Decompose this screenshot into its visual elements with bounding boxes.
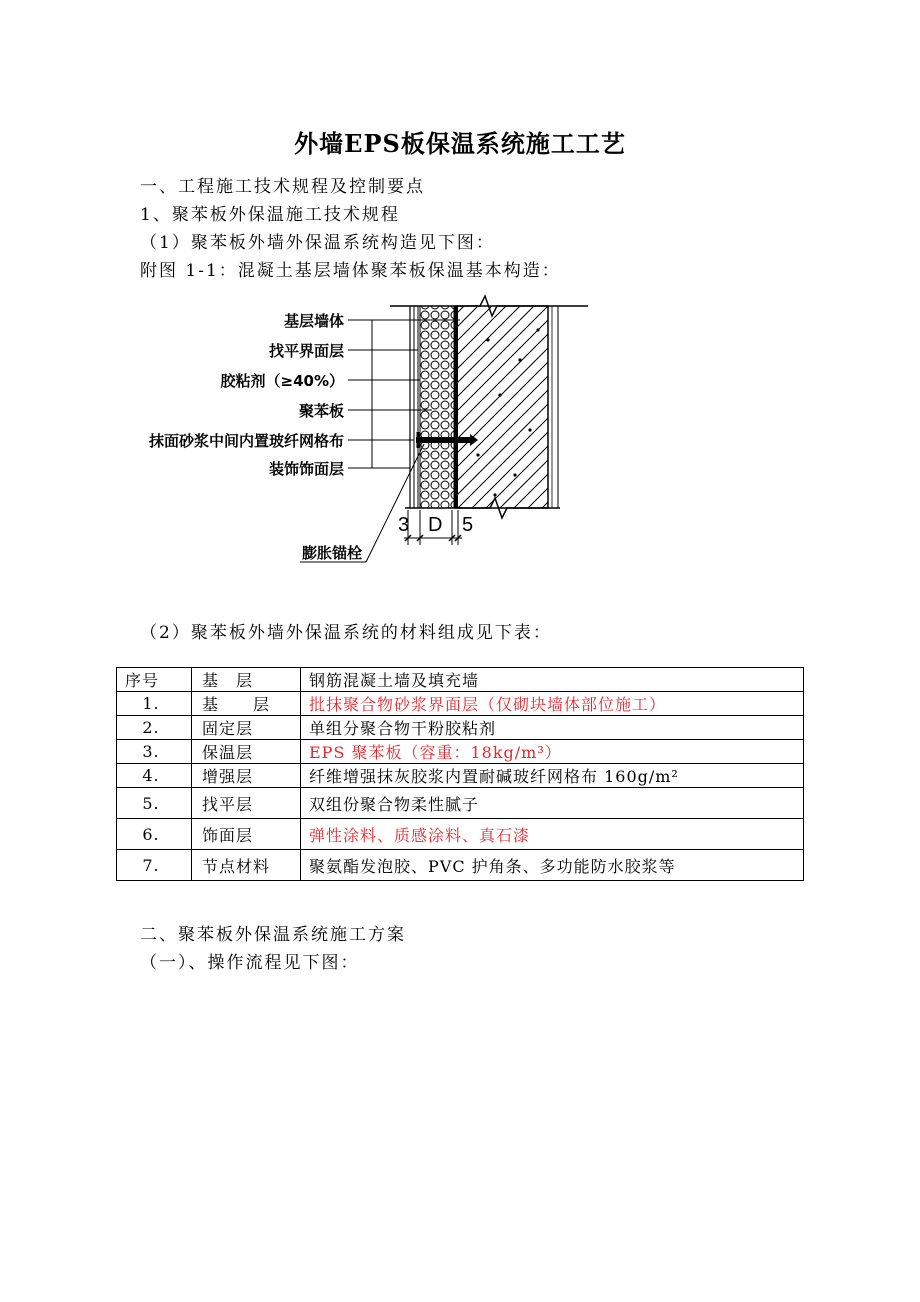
label-eps-board: 聚苯板 bbox=[298, 402, 344, 420]
row-index: 3. bbox=[117, 740, 192, 764]
row-material: 纤维增强抹灰胶浆内置耐碱玻纤网格布 160g/m² bbox=[301, 764, 804, 788]
row-index: 2. bbox=[117, 716, 192, 740]
row-index: 6. bbox=[117, 819, 192, 850]
row-index: 5. bbox=[117, 788, 192, 819]
header-material: 钢筋混凝土墙及填充墙 bbox=[301, 668, 804, 692]
row-layer: 保温层 bbox=[192, 740, 301, 764]
row-material: 单组分聚合物干粉胶粘剂 bbox=[301, 716, 804, 740]
section-2-heading: 二、聚苯板外保温系统施工方案 bbox=[140, 925, 406, 945]
wall-construction-diagram bbox=[0, 0, 920, 600]
label-leveling-layer: 找平界面层 bbox=[268, 342, 344, 360]
table-row bbox=[117, 716, 804, 740]
dimension-label-d: D bbox=[428, 514, 443, 536]
section-2-item-1: （一）、操作流程见下图： bbox=[140, 953, 360, 973]
inner-plaster-layer bbox=[548, 306, 558, 508]
header-layer: 基 层 bbox=[192, 668, 301, 692]
label-finish-layer: 装饰饰面层 bbox=[268, 460, 344, 478]
subsection-1-heading: 1、聚苯板外保温施工技术规程 bbox=[140, 205, 400, 225]
row-layer: 增强层 bbox=[192, 764, 301, 788]
table-header-row bbox=[117, 668, 804, 692]
row-layer: 固定层 bbox=[192, 716, 301, 740]
item-1-text: （1）聚苯板外墙外保温系统构造见下图： bbox=[140, 233, 495, 253]
dimension-label-3: 3 bbox=[398, 514, 410, 536]
outer-layers bbox=[410, 306, 418, 508]
label-base-wall: 基层墙体 bbox=[283, 312, 344, 330]
row-material: 批抹聚合物砂浆界面层（仅砌块墙体部位施工） bbox=[301, 692, 804, 716]
table-row bbox=[117, 788, 804, 819]
table-row bbox=[117, 850, 804, 881]
row-material: EPS 聚苯板（容重：18kg/m³） bbox=[301, 740, 804, 764]
label-adhesive: 胶粘剂（≥40%） bbox=[220, 372, 344, 390]
row-index: 7. bbox=[117, 850, 192, 881]
table-row bbox=[117, 692, 804, 716]
table-row bbox=[117, 764, 804, 788]
figure-caption: 附图 1-1：混凝土基层墙体聚苯板保温基本构造： bbox=[140, 261, 561, 281]
materials-table bbox=[116, 667, 804, 881]
row-layer: 基 层 bbox=[192, 692, 301, 716]
eps-board bbox=[420, 306, 454, 508]
header-index: 序号 bbox=[117, 668, 192, 692]
row-layer: 节点材料 bbox=[192, 850, 301, 881]
row-index: 4. bbox=[117, 764, 192, 788]
concrete-wall bbox=[456, 306, 548, 508]
table-row bbox=[117, 740, 804, 764]
row-material: 聚氨酯发泡胶、PVC 护角条、多功能防水胶浆等 bbox=[301, 850, 804, 881]
row-layer: 饰面层 bbox=[192, 819, 301, 850]
label-anchor: 膨胀锚栓 bbox=[302, 544, 363, 562]
row-material: 双组份聚合物柔性腻子 bbox=[301, 788, 804, 819]
row-index: 1. bbox=[117, 692, 192, 716]
page-title: 外墙EPS板保温系统施工工艺 bbox=[294, 129, 626, 158]
row-layer: 找平层 bbox=[192, 788, 301, 819]
item-2-text: （2）聚苯板外墙外保温系统的材料组成见下表： bbox=[140, 623, 552, 643]
row-material: 弹性涂料、质感涂料、真石漆 bbox=[301, 819, 804, 850]
label-mesh-mortar: 抹面砂浆中间内置玻纤网格布 bbox=[148, 432, 344, 450]
table-row bbox=[117, 819, 804, 850]
section-1-heading: 一、工程施工技术规程及控制要点 bbox=[140, 177, 425, 197]
dimension-label-5: 5 bbox=[462, 514, 474, 536]
